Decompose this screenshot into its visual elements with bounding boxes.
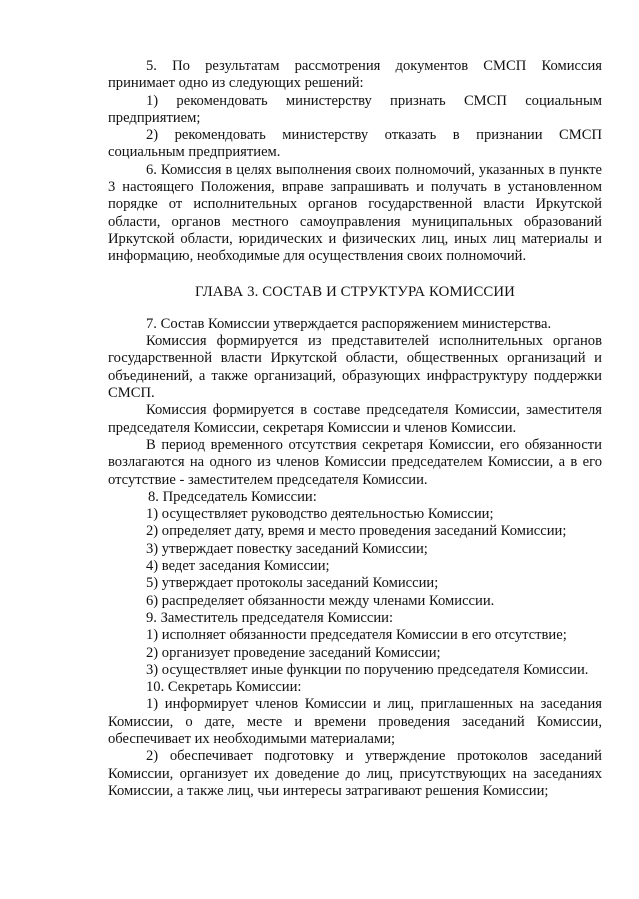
- paragraph-9-item-1: 1) исполняет обязанности председателя Комиссии в его отсутствие;: [146, 627, 567, 644]
- paragraph-7-composition: Комиссия формируется из представителей исполнительных органов государственной власти Иркутской области, общественных организаций и объединений, а также организаций, образующих инфраструктуру поддержки СМСП.: [108, 333, 602, 402]
- paragraph-9-item-3: 3) осуществляет иные функции по поручению председателя Комиссии.: [146, 661, 589, 678]
- paragraph-9-item-2: 2) организует проведение заседаний Комиссии;: [146, 644, 441, 661]
- paragraph-7: 7. Состав Комиссии утверждается распоряжением министерства.: [146, 315, 552, 332]
- paragraph-10-item-1: 1) информирует членов Комиссии и лиц, приглашенных на заседания Комиссии, о дате, месте и времени проведения заседаний Комиссии, обеспечивает их необходимыми материалами;: [108, 696, 602, 747]
- paragraph-5-option-1: 1) рекомендовать министерству признать СМСП социальным предприятием;: [108, 92, 602, 126]
- paragraph-8-item-6: 6) распределяет обязанности между членами Комиссии.: [146, 592, 495, 609]
- paragraph-8-item-1: 1) осуществляет руководство деятельностью Комиссии;: [146, 506, 494, 523]
- paragraph-8: 8. Председатель Комиссии:: [148, 488, 317, 505]
- paragraph-10-item-2: 2) обеспечивает подготовку и утверждение протоколов заседаний Комиссии, организует их доведение до лиц, присутствующих на заседаниях Комиссии, а также лиц, чьи интересы затрагивают решения Комиссии;: [108, 748, 602, 799]
- paragraph-8-item-3: 3) утверждает повестку заседаний Комиссии;: [146, 540, 428, 557]
- paragraph-10: 10. Секретарь Комиссии:: [146, 679, 302, 696]
- paragraph-7-members: Комиссия формируется в составе председателя Комиссии, заместителя председателя Комиссии, секретаря Комиссии и членов Комиссии.: [108, 402, 602, 436]
- chapter-heading: ГЛАВА 3. СОСТАВ И СТРУКТУРА КОМИССИИ: [195, 283, 515, 300]
- paragraph-7-absence: В период временного отсутствия секретаря Комиссии, его обязанности возлагаются на одного из членов Комиссии председателем Комиссии, а в его отсутствие - заместителем председателя Комиссии.: [108, 436, 602, 488]
- document-page: [108, 58, 602, 800]
- paragraph-8-item-4: 4) ведет заседания Комиссии;: [146, 558, 330, 575]
- paragraph-5-option-2: 2) рекомендовать министерству отказать в признании СМСП социальным предприятием.: [108, 127, 602, 161]
- paragraph-8-item-5: 5) утверждает протоколы заседаний Комиссии;: [146, 575, 439, 592]
- paragraph-5: 5. По результатам рассмотрения документов СМСП Комиссия принимает одно из следующих решений:: [108, 58, 602, 92]
- paragraph-8-item-2: 2) определяет дату, время и место проведения заседаний Комиссии;: [146, 523, 567, 540]
- paragraph-9: 9. Заместитель председателя Комиссии:: [146, 609, 394, 626]
- paragraph-6: 6. Комиссия в целях выполнения своих полномочий, указанных в пункте 3 настоящего Положения, вправе запрашивать и получать в установленном порядке от исполнительных органов государственной власти Иркутской области, органов местного самоуправления муниципальных образований Иркутской области, юридических и физических лиц, иных лиц материалы и информацию, необходимые для осуществления своих полномочий.: [108, 161, 602, 265]
